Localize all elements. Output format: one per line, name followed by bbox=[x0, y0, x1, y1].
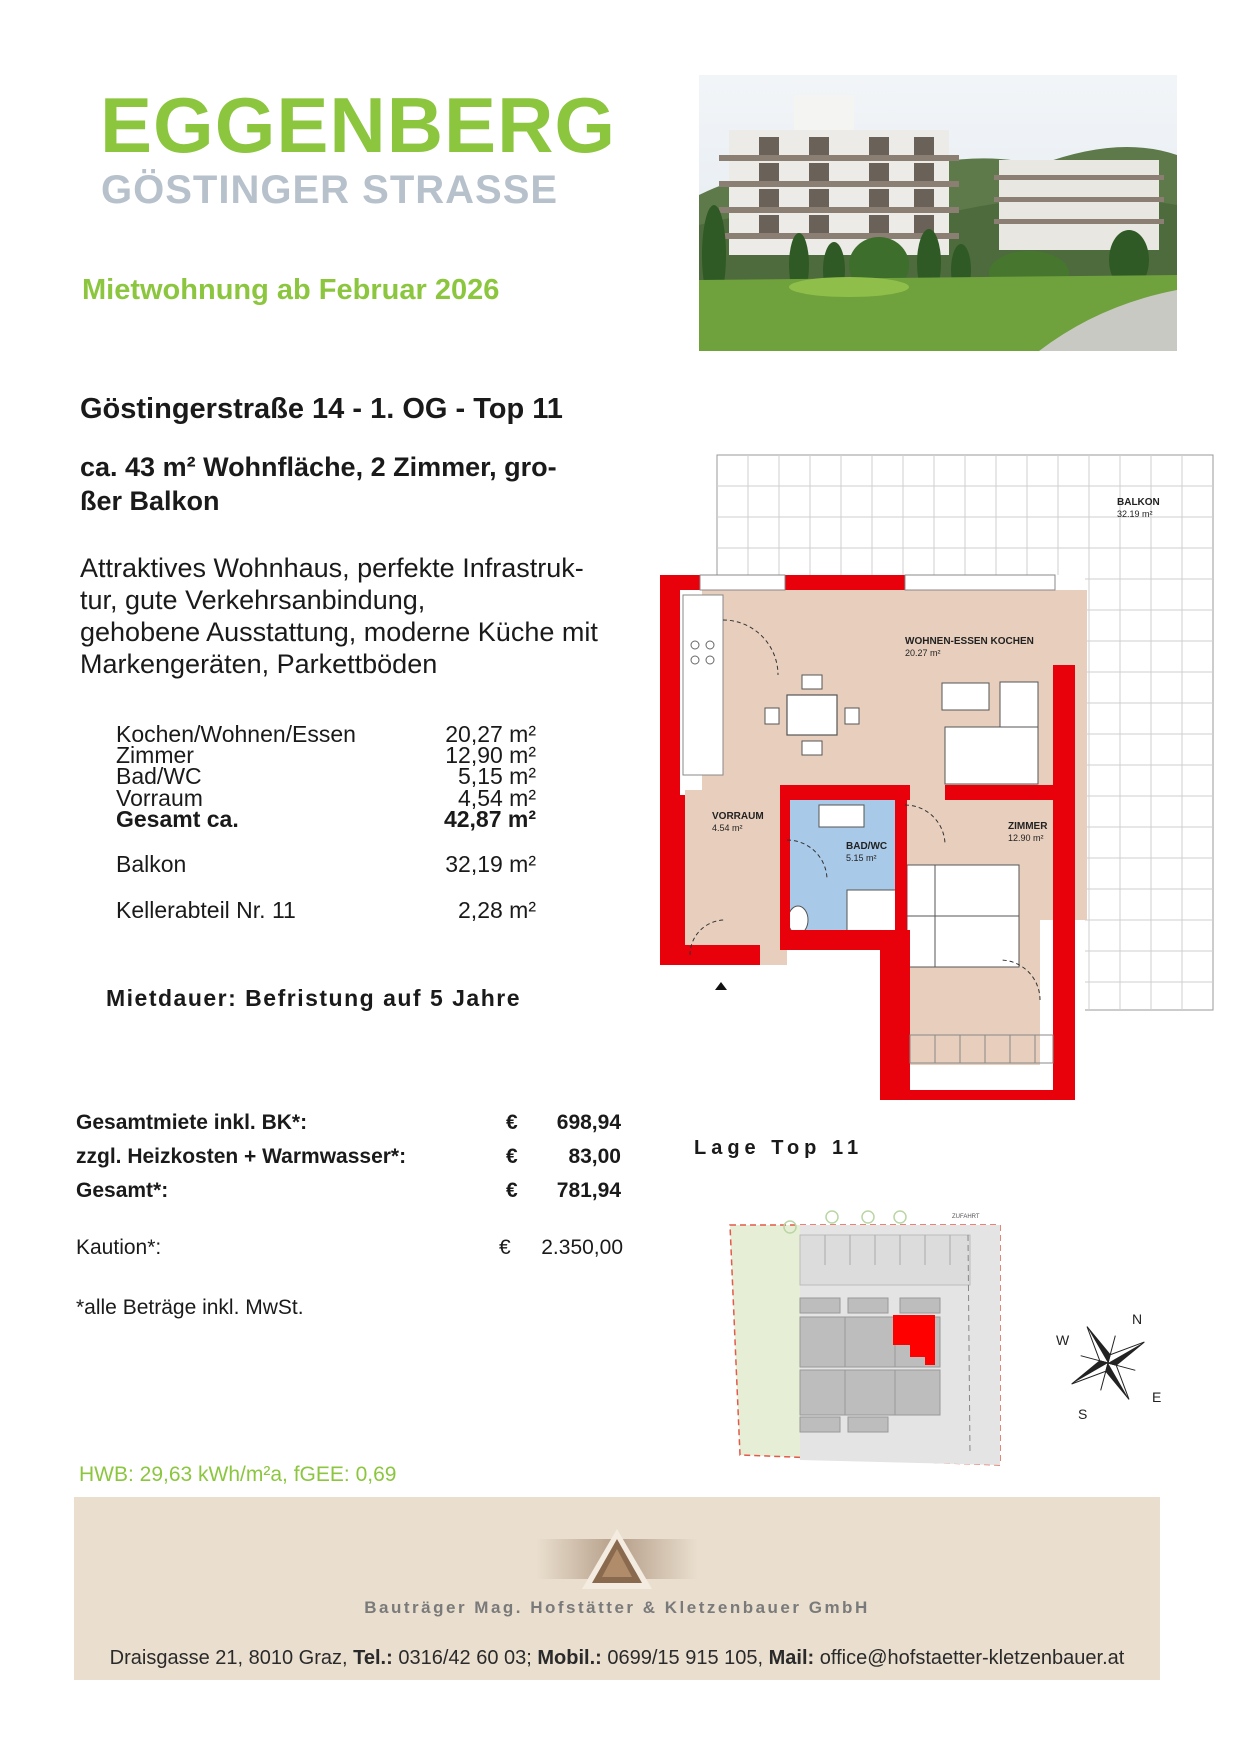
compass-icon bbox=[1050, 1305, 1170, 1425]
headline bbox=[80, 450, 640, 518]
mail-label: Mail: bbox=[768, 1647, 815, 1669]
cost-currency: € bbox=[506, 1145, 518, 1168]
room-area: 12.90 m² bbox=[1008, 833, 1044, 843]
headline-line-1: ca. 43 m² Wohnfläche, 2 Zimmer, gro- bbox=[80, 452, 557, 482]
hall-area: 4.54 m² bbox=[712, 823, 743, 833]
description-line: Markengeräten, Parkettböden bbox=[80, 649, 438, 679]
living-area: 20.27 m² bbox=[905, 648, 941, 658]
area-label: Kellerabteil Nr. 11 bbox=[116, 897, 296, 923]
area-label: Balkon bbox=[116, 851, 187, 877]
area-value: 32,19 m² bbox=[445, 851, 536, 877]
cost-row bbox=[76, 1142, 621, 1172]
description bbox=[80, 552, 660, 680]
area-label: Bad/WC bbox=[116, 763, 202, 789]
area-value: 42,87 m² bbox=[443, 806, 536, 832]
rental-duration: Mietdauer: Befristung auf 5 Jahre bbox=[106, 985, 522, 1011]
area-label: Zimmer bbox=[116, 742, 194, 768]
building-photo bbox=[699, 75, 1177, 351]
mobil-label: Mobil.: bbox=[537, 1647, 602, 1669]
bath-label: BAD/WC bbox=[846, 841, 888, 852]
deposit-row bbox=[76, 1233, 623, 1263]
cost-amount: 83,00 bbox=[568, 1145, 621, 1168]
area-value: 2,28 m² bbox=[458, 897, 536, 923]
description-line: gehobene Ausstattung, moderne Küche mit bbox=[80, 617, 598, 647]
cost-row bbox=[76, 1108, 621, 1138]
brand-subtitle: GÖSTINGER STRASSE bbox=[101, 168, 559, 212]
cost-currency: € bbox=[506, 1179, 518, 1202]
deposit-currency: € bbox=[499, 1236, 511, 1259]
compass-e: E bbox=[1152, 1389, 1162, 1405]
floorplan bbox=[655, 450, 1225, 1100]
site-plan-title: Lage Top 11 bbox=[694, 1137, 864, 1159]
area-value: 12,90 m² bbox=[445, 742, 536, 768]
vat-note: *alle Beträge inkl. MwSt. bbox=[76, 1296, 304, 1319]
tel-label: Tel.: bbox=[353, 1647, 393, 1669]
brand-title: EGGENBERG bbox=[100, 81, 617, 169]
mail-link[interactable]: office@hofstaetter-kletzenbauer.at bbox=[819, 1647, 1125, 1669]
area-label: Gesamt ca. bbox=[116, 806, 239, 832]
mobil-link[interactable]: 0699/15 915 105, bbox=[607, 1647, 764, 1669]
headline-line-2: ßer Balkon bbox=[80, 486, 220, 516]
description-line: Attraktives Wohnhaus, perfekte Infrastruk- bbox=[80, 553, 584, 583]
hall-label: VORRAUM bbox=[712, 811, 764, 822]
cost-label: Gesamtmiete inkl. BK*: bbox=[76, 1111, 308, 1134]
area-row-total bbox=[116, 807, 536, 831]
cost-label: Gesamt*: bbox=[76, 1179, 169, 1202]
area-row bbox=[116, 898, 536, 922]
balcony-area: 32.19 m² bbox=[1117, 509, 1153, 519]
cost-amount: 781,94 bbox=[556, 1179, 621, 1202]
contact-address: Draisgasse 21, 8010 Graz, bbox=[109, 1647, 348, 1669]
company-name: Bauträger Mag. Hofstätter & Kletzenbauer GmbH bbox=[364, 1598, 870, 1617]
cost-amount: 698,94 bbox=[556, 1111, 621, 1134]
area-value: 5,15 m² bbox=[458, 763, 536, 789]
compass-n: N bbox=[1132, 1311, 1143, 1327]
site-plan bbox=[720, 1205, 1020, 1475]
area-value: 20,27 m² bbox=[445, 721, 536, 747]
company-logo bbox=[536, 1525, 698, 1593]
bath-area: 5.15 m² bbox=[846, 853, 877, 863]
tagline: Mietwohnung ab Februar 2026 bbox=[82, 274, 500, 306]
footer bbox=[74, 1497, 1160, 1680]
area-row bbox=[116, 852, 536, 876]
area-value: 4,54 m² bbox=[458, 785, 536, 811]
energy-rating: HWB: 29,63 kWh/m²a, fGEE: 0,69 bbox=[79, 1463, 397, 1486]
compass-w: W bbox=[1056, 1332, 1070, 1348]
site-plan-access-label: ZUFAHRT bbox=[952, 1214, 980, 1220]
deposit-amount: 2.350,00 bbox=[541, 1236, 623, 1259]
tel-link[interactable]: 0316/42 60 03; bbox=[398, 1647, 532, 1669]
living-label: WOHNEN-ESSEN KOCHEN bbox=[905, 636, 1034, 647]
deposit-label: Kaution*: bbox=[76, 1236, 162, 1259]
contact-line bbox=[74, 1647, 1160, 1670]
area-label: Kochen/Wohnen/Essen bbox=[116, 721, 356, 747]
compass-s: S bbox=[1078, 1406, 1088, 1422]
address-title: Göstingerstraße 14 - 1. OG - Top 11 bbox=[80, 393, 563, 425]
cost-row bbox=[76, 1176, 621, 1206]
cost-currency: € bbox=[506, 1111, 518, 1134]
description-line: tur, gute Verkehrsanbindung, bbox=[80, 585, 426, 615]
area-label: Vorraum bbox=[116, 785, 203, 811]
balcony-label: BALKON bbox=[1117, 497, 1160, 508]
room-label: ZIMMER bbox=[1008, 821, 1048, 832]
cost-label: zzgl. Heizkosten + Warmwasser*: bbox=[76, 1145, 407, 1168]
